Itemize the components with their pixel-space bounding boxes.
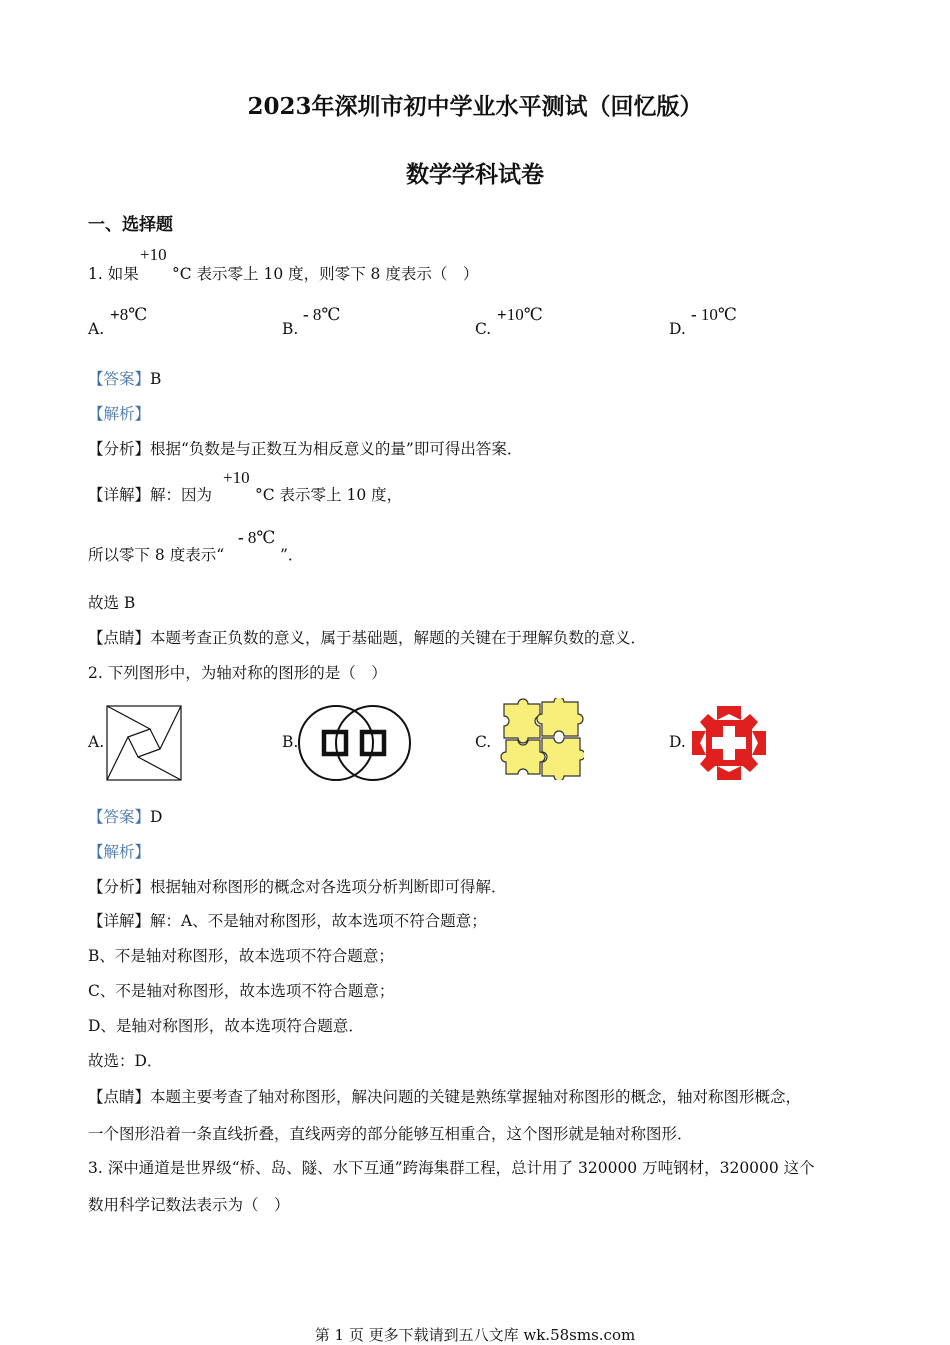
q1-dianjing: 【点睛】本题考查正负数的意义，属于基础题，解题的关键在于理解负数的意义． xyxy=(88,629,647,647)
q1-option-d-value xyxy=(691,305,737,325)
q1-stem-prefix: 1. 如果 xyxy=(88,265,139,283)
q2-dianjing-line-1: 【点睛】本题主要考查了轴对称图形，解决问题的关键是熟练掌握轴对称图形的概念，轴对称图形概念， xyxy=(88,1088,802,1106)
sign-minus: - xyxy=(691,305,697,324)
q1-option-b-value xyxy=(303,305,340,325)
q1-detail-prefix: 【详解】解：因为 xyxy=(88,486,213,504)
pinwheel-square-figure xyxy=(106,705,182,781)
q1-stem-math: +10 xyxy=(140,245,167,264)
sign-minus: - xyxy=(238,528,244,547)
page-footer: 第 1 页 更多下载请到五八文库 wk.58sms.com xyxy=(314,1326,636,1344)
q1-option-d-letter: D. xyxy=(669,320,686,338)
page-title: 2023年深圳市初中学业水平测试（回忆版） xyxy=(247,93,703,120)
q2-fenxi: 【分析】根据轴对称图形的概念对各选项分析判断即可得解． xyxy=(88,878,507,896)
q2-detail-line-2: B、不是轴对称图形，故本选项不符合题意； xyxy=(88,947,394,965)
q1-option-c-letter: C. xyxy=(475,320,492,338)
q1-option-b-letter: B. xyxy=(282,320,299,338)
q1-line2-suffix: ”． xyxy=(280,546,304,564)
q1-detail-suffix: °C 表示零上 10 度， xyxy=(255,486,403,504)
value: 10℃ xyxy=(696,305,737,324)
value: 8℃ xyxy=(308,305,341,324)
puzzle-pieces-figure xyxy=(500,698,584,780)
q1-option-a-value xyxy=(110,305,147,325)
q1-line2-prefix: 所以零下 8 度表示“ xyxy=(88,546,225,564)
red-cross-figure xyxy=(690,704,768,782)
q2-choose: 故选：D． xyxy=(88,1052,163,1070)
answer-tag: 【答案】 xyxy=(88,808,151,826)
q2-option-c-letter: C. xyxy=(475,733,492,751)
section-title: 一、选择题 xyxy=(88,215,173,235)
q2-dianjing-line-2: 一个图形沿着一条直线折叠，直线两旁的部分能够互相重合，这个图形就是轴对称图形． xyxy=(88,1125,693,1143)
value: 8℃ xyxy=(243,528,276,547)
q3-stem-line-1: 3. 深中通道是世界级“桥、岛、隧、水下互通”跨海集群工程，总计用了 320000 万吨钢材，320000 这个 xyxy=(88,1159,815,1177)
q2-option-a-letter: A. xyxy=(88,733,105,751)
answer-value: D xyxy=(150,808,163,826)
q1-line2-value xyxy=(238,528,275,548)
q1-fenxi: 【分析】根据“负数是与正数互为相反意义的量”即可得出答案． xyxy=(88,440,523,458)
sign-minus: - xyxy=(303,305,309,324)
q2-analysis-tag: 【解析】 xyxy=(88,843,151,861)
q1-option-c-value xyxy=(497,305,543,325)
q2-detail-line-1: 【详解】解：A、不是轴对称图形，故本选项不符合题意； xyxy=(88,912,487,930)
page-subtitle: 数学学科试卷 xyxy=(406,161,544,188)
value: 8℃ xyxy=(119,305,148,324)
q2-stem: 2. 下列图形中，为轴对称的图形的是（ ） xyxy=(88,664,387,682)
q2-detail-line-4: D、是轴对称图形，故本选项符合题意． xyxy=(88,1017,364,1035)
q3-stem-line-2: 数用科学记数法表示为（ ） xyxy=(88,1196,290,1214)
q1-analysis-tag: 【解析】 xyxy=(88,405,151,423)
interlocking-coins-figure xyxy=(298,702,412,784)
q2-detail-line-3: C、不是轴对称图形，故本选项不符合题意； xyxy=(88,982,395,1000)
answer-value: B xyxy=(150,370,162,388)
q1-option-a-letter: A. xyxy=(88,320,105,338)
q2-option-b-letter: B. xyxy=(282,733,299,751)
sign-plus: + xyxy=(497,305,507,324)
value: 10℃ xyxy=(506,305,543,324)
q1-choose: 故选 B xyxy=(88,594,136,612)
answer-tag: 【答案】 xyxy=(88,370,151,388)
q1-stem-suffix: °C 表示零上 10 度，则零下 8 度表示（ ） xyxy=(172,265,479,283)
sign-plus: + xyxy=(110,305,120,324)
q2-answer xyxy=(88,805,162,827)
q2-option-d-letter: D. xyxy=(669,733,686,751)
q1-detail-math: +10 xyxy=(223,468,250,487)
q1-answer xyxy=(88,367,161,389)
